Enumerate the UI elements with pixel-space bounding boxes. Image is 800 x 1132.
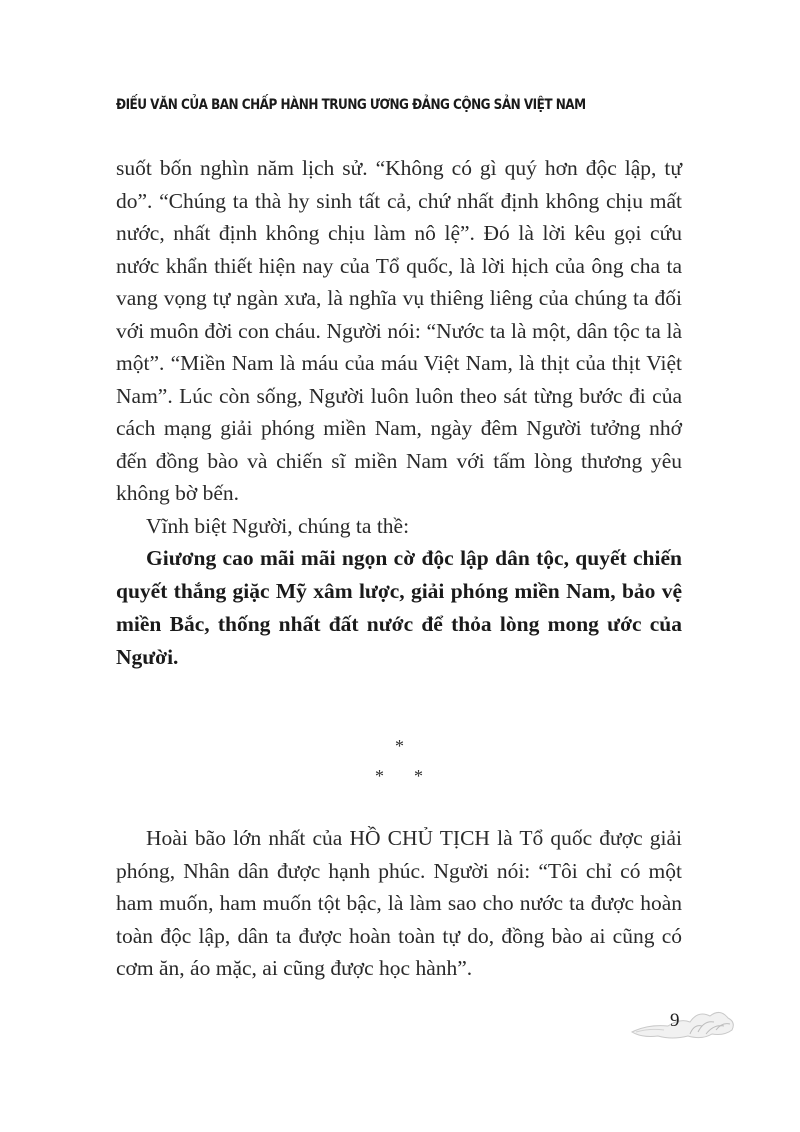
running-header: ĐIẾU VĂN CỦA BAN CHẤP HÀNH TRUNG ƯƠNG ĐẢNG CỘNG SẢN VIỆT NAM [116,97,586,113]
separator-star-top: * [395,736,404,756]
paragraph-vow-intro: Vĩnh biệt Người, chúng ta thề: [146,513,410,538]
page-footer [628,1002,738,1044]
lotus-ornament-icon [628,1002,738,1044]
second-section-text [116,822,682,985]
paragraph-continuation: suốt bốn nghìn năm lịch sử. “Không có gì quý hơn độc lập, tự do”. “Chúng ta thà hy sinh tất cả, chứ nhất định không chịu mất nước, nhất định không chịu làm nô lệ”. Đó là lời kêu gọi cứu nước khẩn thiết hiện nay của Tổ quốc, là lời hịch của ông cha ta vang vọng tự ngàn xưa, là nghĩa vụ thiêng liêng của chúng ta đối với muôn đời con cháu. Người nói: “Nước ta là một, dân tộc ta là một”. “Miền Nam là máu của máu Việt Nam, là thịt của thịt Việt Nam”. Lúc còn sống, Người luôn luôn theo sát từng bước đi của cách mạng giải phóng miền Nam, ngày đêm Người tưởng nhớ đến đồng bào và chiến sĩ miền Nam với tấm lòng thương yêu không bờ bến. [116,156,682,505]
separator-star-left: * [375,766,384,786]
separator-star-right: * [414,766,423,786]
main-text [116,152,682,674]
paragraph-vow-bold: Giương cao mãi mãi ngọn cờ độc lập dân tộc, quyết chiến quyết thắng giặc Mỹ xâm lược, giải phóng miền Nam, bảo vệ miền Bắc, thống nhất đất nước để thỏa lòng mong ước của Người. [116,546,682,669]
page-number: 9 [670,1010,680,1031]
paragraph-aspiration: Hoài bão lớn nhất của HỒ CHỦ TỊCH là Tổ quốc được giải phóng, Nhân dân được hạnh phúc. Người nói: “Tôi chỉ có một ham muốn, ham muốn tột bậc, là làm sao cho nước ta được hoàn toàn độc lập, dân ta được hoàn toàn tự do, đồng bào ai cũng có cơm ăn, áo mặc, ai cũng được học hành”. [116,826,682,980]
